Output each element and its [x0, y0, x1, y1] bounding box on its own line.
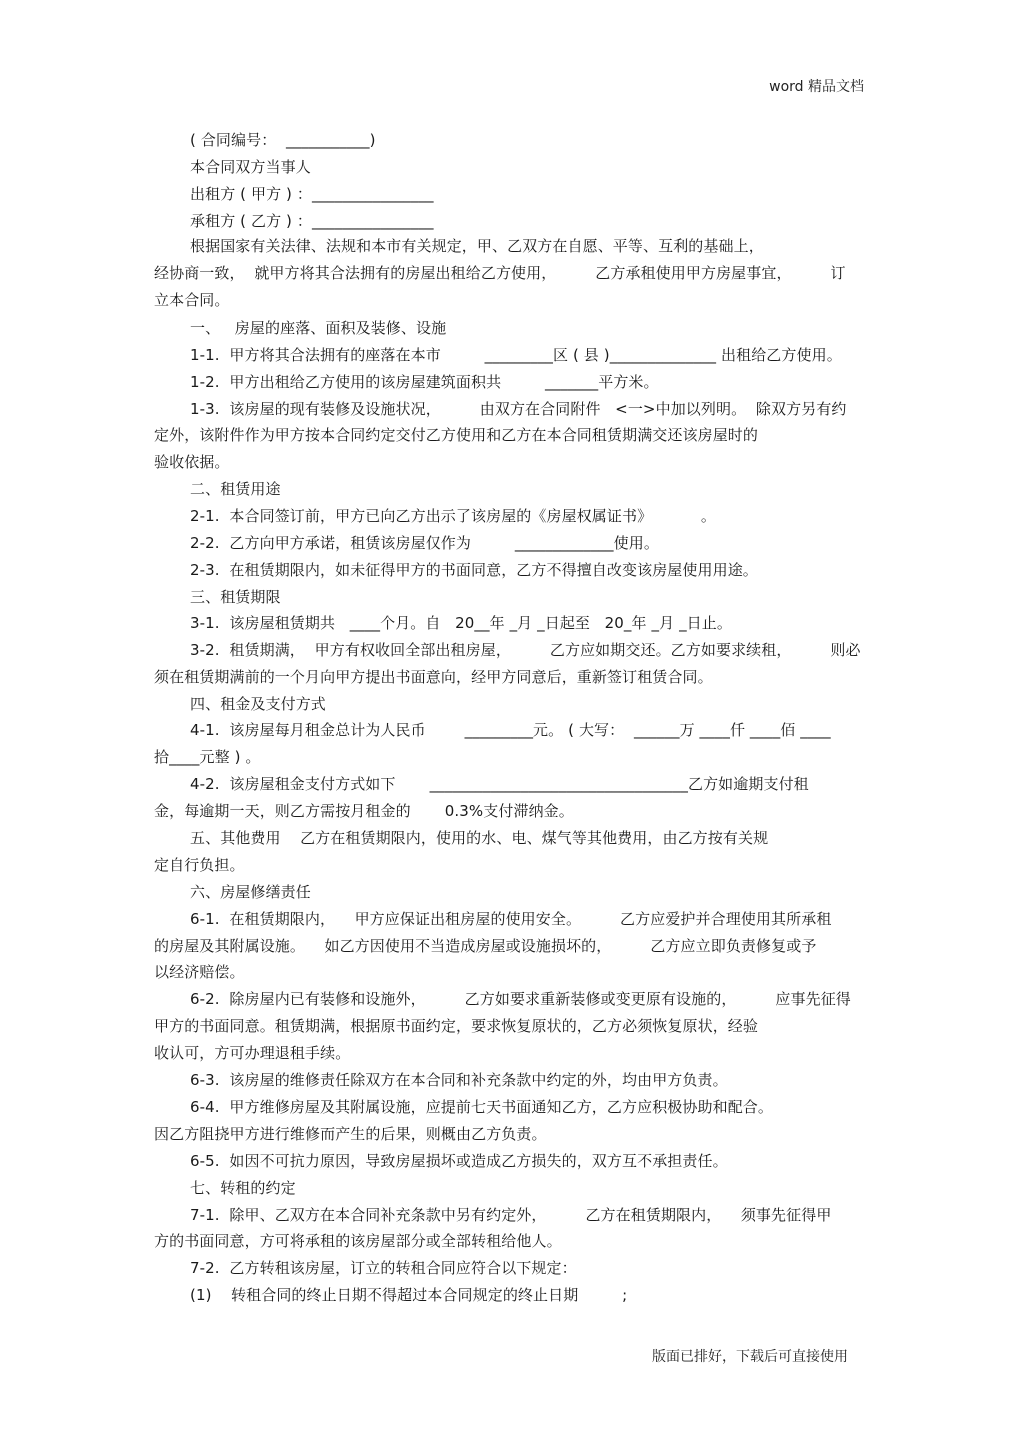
section-heading: 一、 房屋的座落、面积及装修、设施 — [190, 319, 447, 337]
text-line: 定自行负担。 — [154, 856, 245, 874]
section-heading: 四、租金及支付方式 — [190, 695, 326, 713]
text-line: 承租方 ( 乙方 ) ：________________ — [190, 212, 434, 230]
text-line: 4-2. 该房屋租金支付方式如下 __________________________________乙方如逾期支付租 — [190, 775, 809, 793]
text-line: ( 合同编号： ___________) — [190, 131, 376, 149]
text-line: 的房屋及其附属设施。 如乙方因使用不当造成房屋或设施损坏的， 乙方应立即负责修复或予 — [154, 937, 817, 955]
text-line: 须在租赁期满前的一个月向甲方提出书面意向，经甲方同意后，重新签订租赁合同。 — [154, 668, 713, 686]
text-line: 6-1. 在租赁期限内， 甲方应保证出租房屋的使用安全。 乙方应爱护并合理使用其所承租 — [190, 910, 832, 928]
text-line: 4-1. 该房屋每月租金总计为人民币 _________元。 ( 大写： ______万 ____仟 ____佰 ____ — [190, 721, 831, 739]
text-line: 6-5. 如因不可抗力原因，导致房屋损坏或造成乙方损失的，双方互不承担责任。 — [190, 1152, 728, 1170]
text-line: 2-1. 本合同签订前，甲方已向乙方出示了该房屋的《房屋权属证书》 。 — [190, 507, 716, 525]
text-line: 3-1. 该房屋租赁期共 ____个月。自 20__年 _月 _日起至 20_年 _月 _日止。 — [190, 614, 732, 632]
text-line: 甲方的书面同意。租赁期满，根据原书面约定，要求恢复原状的，乙方必须恢复原状，经验 — [154, 1017, 759, 1035]
page-header: word 精品文档 — [769, 79, 864, 95]
section-heading: 七、转租的约定 — [190, 1179, 296, 1197]
text-line: 因乙方阻挠甲方进行维修而产生的后果，则概由乙方负责。 — [154, 1125, 547, 1143]
text-line: 6-3. 该房屋的维修责任除双方在本合同和补充条款中约定的外，均由甲方负责。 — [190, 1071, 728, 1089]
text-line: 3-2. 租赁期满， 甲方有权收回全部出租房屋， 乙方应如期交还。乙方如要求续租， 则必 — [190, 641, 861, 659]
text-line: 7-1. 除甲、乙双方在本合同补充条款中另有约定外， 乙方在租赁期限内， 须事先征得甲 — [190, 1206, 832, 1224]
text-line: 1-2. 甲方出租给乙方使用的该房屋建筑面积共 _______平方米。 — [190, 373, 659, 391]
text-line: 本合同双方当事人 — [190, 158, 311, 176]
text-line: 出租方 ( 甲方 ) ：________________ — [190, 185, 434, 203]
text-line: 验收依据。 — [154, 453, 230, 471]
section-heading: 二、租赁用途 — [190, 480, 281, 498]
text-line: 以经济赔偿。 — [154, 963, 245, 981]
text-line: 经协商一致， 就甲方将其合法拥有的房屋出租给乙方使用， 乙方承租使用甲方房屋事宜， 订 — [154, 264, 846, 282]
text-line: 根据国家有关法律、法规和本市有关规定，甲、乙双方在自愿、平等、互利的基础上， — [190, 237, 764, 255]
text-line: 金，每逾期一天，则乙方需按月租金的 0.3%支付滞纳金。 — [154, 802, 574, 820]
text-line: 7-2. 乙方转租该房屋，订立的转租合同应符合以下规定： — [190, 1259, 577, 1277]
section-heading: 六、房屋修缮责任 — [190, 883, 311, 901]
text-line: 1-1. 甲方将其合法拥有的座落在本市 _________区 ( 县 )______________ 出租给乙方使用。 — [190, 346, 842, 364]
text-line: 2-3. 在租赁期限内，如未征得甲方的书面同意，乙方不得擅自改变该房屋使用用途。 — [190, 561, 758, 579]
text-line: 2-2. 乙方向甲方承诺，租赁该房屋仅作为 _____________使用。 — [190, 534, 659, 552]
text-line: 拾____元整 ) 。 — [154, 748, 261, 766]
text-line: 定外，该附件作为甲方按本合同约定交付乙方使用和乙方在本合同租赁期满交还该房屋时的 — [154, 426, 759, 444]
section-heading: 五、其他费用 乙方在租赁期限内，使用的水、电、煤气等其他费用，由乙方按有关规 — [190, 829, 769, 847]
text-line: 方的书面同意，方可将承租的该房屋部分或全部转租给他人。 — [154, 1232, 562, 1250]
text-line: 6-4. 甲方维修房屋及其附属设施，应提前七天书面通知乙方，乙方应积极协助和配合。 — [190, 1098, 774, 1116]
text-line: 收认可，方可办理退租手续。 — [154, 1044, 351, 1062]
text-line: (1) 转租合同的终止日期不得超过本合同规定的终止日期 ; — [190, 1286, 628, 1304]
text-line: 立本合同。 — [154, 291, 230, 309]
page-footer: 版面已排好，下载后可直接使用 — [652, 1349, 848, 1365]
text-line: 1-3. 该房屋的现有装修及设施状况， 由双方在合同附件 <一>中加以列明。 除双方另有约 — [190, 400, 847, 418]
section-heading: 三、租赁期限 — [190, 588, 281, 606]
text-line: 6-2. 除房屋内已有装修和设施外， 乙方如要求重新装修或变更原有设施的， 应事先征得 — [190, 990, 851, 1008]
